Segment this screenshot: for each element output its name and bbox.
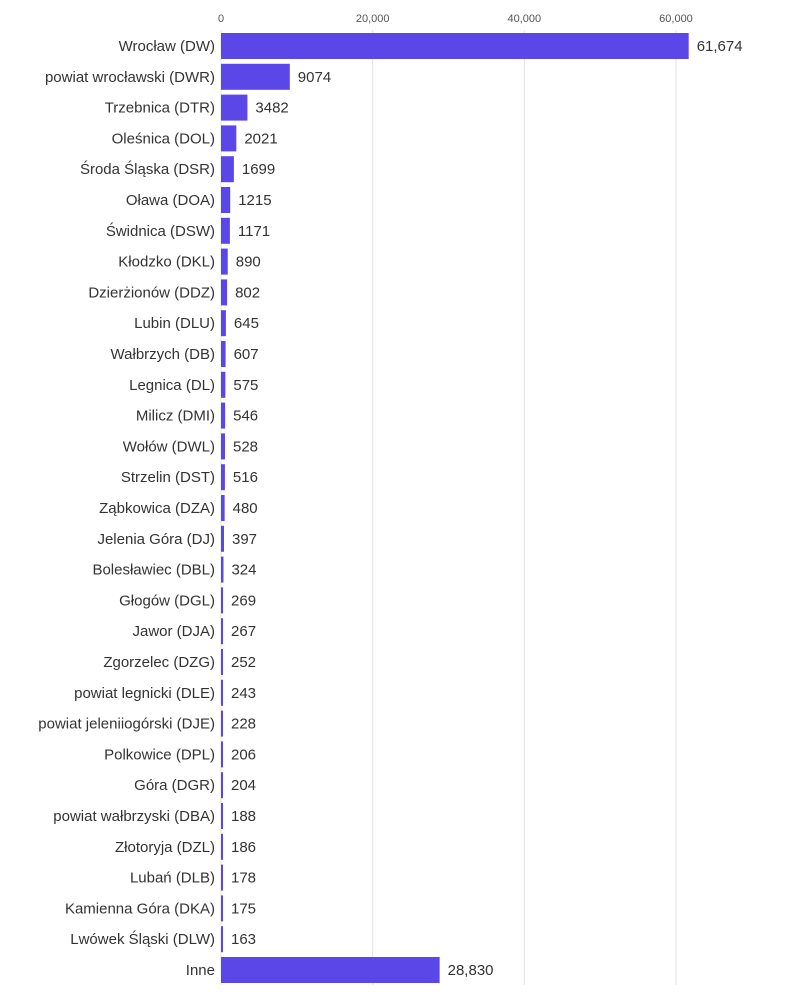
value-label: 228 (231, 715, 257, 733)
category-label: Polkowice (DPL) (104, 746, 215, 764)
bar (221, 464, 225, 490)
bar (221, 64, 290, 90)
category-label: Bolesławiec (DBL) (92, 561, 215, 579)
value-label: 546 (233, 407, 259, 425)
value-label: 575 (233, 376, 259, 394)
category-label: Wrocław (DW) (118, 38, 215, 55)
bar (221, 218, 230, 244)
value-label: 890 (235, 253, 261, 271)
category-label: Strzelin (DST) (120, 469, 215, 487)
bar (221, 495, 225, 521)
value-label: 480 (232, 500, 258, 517)
bar (221, 741, 223, 767)
category-label: Świdnica (DSW) (105, 222, 215, 240)
value-label: 1171 (237, 222, 271, 240)
bar (221, 33, 689, 59)
value-label: 607 (233, 346, 259, 363)
bar (221, 649, 223, 675)
value-label: 267 (231, 623, 257, 641)
value-label: 243 (231, 684, 257, 702)
x-tick-label: 60,000 (659, 13, 693, 25)
bar (221, 156, 234, 182)
grid-lines (221, 30, 676, 985)
value-label: 645 (233, 315, 259, 333)
category-label: Złotoryja (DZL) (114, 838, 215, 856)
bar (221, 125, 236, 151)
bar (221, 865, 223, 891)
bar (221, 834, 223, 860)
category-label: Inne (185, 962, 215, 979)
category-label: Lubań (DLB) (129, 869, 215, 887)
category-labels (38, 38, 215, 979)
category-label: Wołów (DWL) (122, 438, 215, 456)
value-label: 28,830 (447, 962, 494, 979)
value-label: 1699 (241, 161, 276, 179)
value-label: 802 (235, 284, 261, 302)
category-label: Głogów (DGL) (119, 592, 215, 610)
category-label: Lubin (DLU) (134, 315, 215, 333)
bar (221, 279, 227, 305)
x-tick-label: 0 (217, 13, 225, 25)
bar (221, 249, 228, 275)
value-label: 252 (231, 654, 257, 671)
value-label: 9074 (297, 68, 332, 86)
category-label: Ząbkowica (DZA) (99, 500, 215, 517)
bar (221, 341, 226, 367)
bar (221, 187, 230, 213)
category-label: Dzierżionów (DDZ) (88, 284, 215, 302)
value-label: 206 (231, 746, 257, 764)
category-label: powiat wałbrzyski (DBA) (53, 808, 215, 825)
bar (221, 680, 223, 706)
value-label: 186 (231, 838, 257, 856)
bar (221, 433, 225, 459)
value-label: 178 (231, 869, 257, 887)
bar (221, 711, 223, 737)
category-label: Oława (DOA) (125, 192, 215, 209)
bar (221, 772, 223, 798)
category-label: Oleśnica (DOL) (111, 130, 215, 148)
category-label: powiat wrocławski (DWR) (44, 68, 215, 86)
category-label: powiat jeleniiogórski (DJE) (38, 715, 215, 733)
value-label: 516 (232, 469, 258, 487)
value-label: 188 (231, 808, 257, 825)
category-label: Jawor (DJA) (132, 623, 215, 641)
bar (221, 310, 226, 336)
x-axis-ticks (218, 13, 693, 25)
bar (221, 587, 223, 613)
value-label: 1215 (238, 192, 272, 209)
value-label: 397 (232, 530, 258, 548)
bar (221, 803, 223, 829)
category-label: Trzebnica (DTR) (104, 99, 215, 117)
bars (221, 33, 689, 983)
bar (221, 957, 440, 983)
value-label: 528 (233, 438, 259, 456)
value-label: 204 (231, 777, 257, 795)
bar (221, 926, 223, 952)
value-label: 61,674 (696, 38, 743, 55)
bar (221, 403, 225, 429)
bar (221, 618, 223, 644)
value-label: 3482 (255, 99, 289, 117)
category-label: Lwówek Śląski (DLW) (70, 931, 215, 949)
category-label: Wałbrzych (DB) (110, 346, 215, 363)
bar (221, 895, 223, 921)
value-label: 269 (231, 592, 257, 610)
x-tick-label: 40,000 (507, 13, 542, 25)
category-label: Legnica (DL) (129, 376, 215, 394)
category-label: Milicz (DMI) (135, 407, 215, 425)
value-label: 324 (231, 561, 257, 579)
category-label: Jelenia Góra (DJ) (97, 530, 215, 548)
bar (221, 526, 224, 552)
value-label: 175 (231, 900, 257, 918)
category-label: Środa Śląska (DSR) (79, 161, 215, 179)
value-label: 2021 (244, 130, 278, 148)
bar (221, 372, 225, 398)
bar (221, 557, 223, 583)
category-label: Kłodzko (DKL) (118, 253, 215, 271)
x-tick-label: 20,000 (355, 13, 390, 25)
category-label: powiat legnicki (DLE) (74, 684, 215, 702)
bar (221, 95, 247, 121)
category-label: Kamienna Góra (DKA) (64, 900, 215, 918)
category-label: Zgorzelec (DZG) (103, 654, 215, 671)
value-label: 163 (231, 931, 257, 949)
value-labels (231, 38, 743, 979)
category-label: Góra (DGR) (134, 777, 215, 795)
